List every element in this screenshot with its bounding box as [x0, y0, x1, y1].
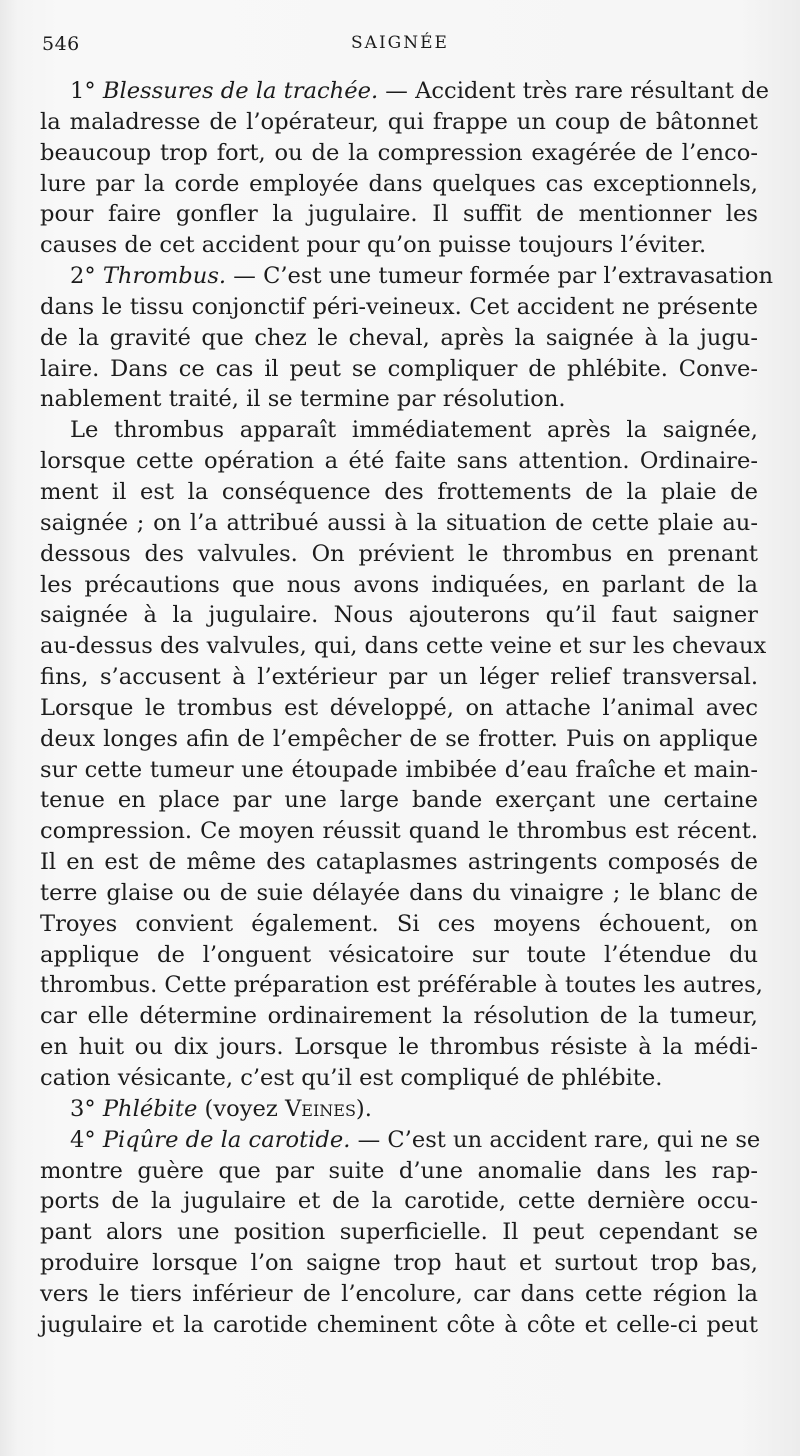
text-line — [40, 477, 758, 508]
text-line — [40, 446, 758, 477]
paragraph — [40, 1094, 758, 1125]
text-run: ment il est la conséquence des frottements de la plaie de — [40, 478, 758, 505]
text-line — [40, 1156, 758, 1187]
text-line — [40, 631, 767, 662]
text-run: 3° — [70, 1095, 103, 1122]
text-run: thrombus. Cette préparation est préférable à toutes les autres, — [40, 972, 763, 999]
text-run: laire. Dans ce cas il peut se compliquer de phlébite. Conve- — [40, 355, 758, 382]
running-title: SAIGNÉE — [351, 33, 449, 53]
text-run: — C’est un accident rare, qui ne se — [350, 1126, 761, 1153]
text-line — [40, 107, 758, 138]
text-line — [40, 693, 758, 724]
text-run: pant alors une position superficielle. Il peut cependant se — [40, 1219, 758, 1246]
text-line — [40, 970, 763, 1001]
text-run: 1° — [70, 78, 103, 104]
text-line — [40, 415, 758, 446]
text-line — [40, 785, 758, 816]
text-line — [40, 261, 774, 292]
text-run: ). — [355, 1095, 372, 1122]
text-run: sur cette tumeur une étoupade imbibée d’eau fraîche et main- — [40, 756, 758, 783]
text-line — [40, 539, 758, 570]
text-run: beaucoup trop fort, ou de la compression exagérée de l’enco- — [40, 139, 758, 166]
text-line — [40, 354, 758, 385]
paragraph — [40, 415, 767, 1094]
text-line — [40, 1001, 758, 1032]
text-line — [40, 600, 758, 631]
text-line — [40, 199, 758, 230]
text-run: tenue en place par une large bande exerçant une certaine — [40, 787, 758, 814]
text-line — [40, 169, 758, 200]
page-number: 546 — [42, 33, 80, 55]
text-line — [40, 724, 758, 755]
text-run: Piqûre de la carotide. — [102, 1126, 351, 1153]
text-run: la maladresse de l’opérateur, qui frappe un coup de bâtonnet — [40, 108, 758, 135]
text-run: 2° — [70, 263, 103, 290]
text-line — [40, 878, 758, 909]
text-run: dans le tissu conjonctif péri-veineux. Cet accident ne présente — [40, 293, 758, 320]
text-run: Troyes convient également. Si ces moyens échouent, on — [40, 910, 758, 937]
text-run: les précautions que nous avons indiquées, en parlant de la — [40, 571, 758, 598]
text-run: Il en est de même des cataplasmes astringents composés de — [40, 849, 758, 876]
text-line — [40, 76, 769, 107]
text-run: produire lorsque l’on saigne trop haut et surtout trop bas, — [40, 1250, 758, 1277]
text-run: car elle détermine ordinairement la résolution de la tumeur, — [40, 1003, 758, 1030]
text-line — [40, 230, 758, 261]
text-run: deux longes afin de l’empêcher de se frotter. Puis on applique — [40, 725, 758, 752]
text-run: saignée à la jugulaire. Nous ajouterons qu’il faut saigner — [40, 602, 758, 629]
text-run: vers le tiers inférieur de l’encolure, car dans cette région la — [40, 1280, 758, 1307]
text-run: lorsque cette opération a été faite sans attention. Ordinaire- — [40, 448, 758, 475]
text-run: jugulaire et la carotide cheminent côte à côte et celle-ci peut — [40, 1311, 758, 1338]
text-line — [40, 1063, 758, 1094]
text-line — [40, 1217, 758, 1248]
text-line — [40, 384, 758, 415]
text-run: en huit ou dix jours. Lorsque le thrombus résiste à la médi- — [40, 1034, 758, 1061]
text-line — [40, 847, 758, 878]
text-line — [40, 138, 758, 169]
text-line — [40, 1094, 758, 1125]
text-run: Blessures de la trachée. — [102, 78, 379, 104]
text-run: 4° — [70, 1126, 103, 1153]
text-line — [40, 909, 758, 940]
text-run: causes de cet accident pour qu’on puisse toujours l’éviter. — [40, 232, 707, 259]
text-line — [40, 1032, 758, 1063]
text-run: au-dessus des valvules, qui, dans cette veine et sur les chevaux — [40, 633, 767, 660]
text-run: Veines — [284, 1095, 356, 1122]
text-run: nablement traité, il se termine par résolution. — [40, 386, 566, 413]
text-line — [40, 1248, 758, 1279]
text-run: dessous des valvules. On prévient le thrombus en prenant — [40, 540, 758, 567]
paragraph — [40, 76, 769, 261]
text-run: — C’est une tumeur formée par l’extravasation — [226, 263, 774, 290]
text-line — [40, 816, 758, 847]
paragraph — [40, 1125, 761, 1341]
text-line — [40, 1125, 761, 1156]
text-run: ports de la jugulaire et de la carotide, cette dernière occu- — [40, 1188, 758, 1215]
text-line — [40, 1279, 758, 1310]
text-run: lure par la corde employée dans quelques cas exceptionnels, — [40, 170, 758, 197]
text-line — [40, 323, 758, 354]
text-line — [40, 662, 758, 693]
text-run: Phlébite — [102, 1095, 198, 1122]
text-run: applique de l’onguent vésicatoire sur toute l’étendue du — [40, 941, 758, 968]
text-line — [40, 570, 758, 601]
text-run: de la gravité que chez le cheval, après la saignée à la jugu- — [40, 324, 758, 351]
paragraph — [40, 261, 774, 415]
text-line — [40, 1310, 758, 1341]
text-run: Thrombus. — [102, 263, 227, 290]
text-run: compression. Ce moyen réussit quand le thrombus est récent. — [40, 818, 758, 845]
text-run: cation vésicante, c’est qu’il est compliqué de phlébite. — [40, 1065, 663, 1091]
text-line — [40, 1186, 758, 1217]
text-run: terre glaise ou de suie délayée dans du vinaigre ; le blanc de — [40, 879, 758, 906]
text-line — [40, 755, 758, 786]
text-line — [40, 940, 758, 971]
text-line — [40, 508, 758, 539]
text-run: Lorsque le trombus est développé, on attache l’animal avec — [40, 694, 758, 721]
body-text — [40, 76, 774, 1341]
text-run: montre guère que par suite d’une anomalie dans les rap- — [40, 1157, 758, 1184]
text-run: (voyez — [197, 1095, 285, 1122]
text-run: — Accident très rare résultant de — [378, 78, 769, 104]
text-run: fins, s’accusent à l’extérieur par un léger relief transversal. — [40, 664, 758, 691]
text-run: Le thrombus apparaît immédiatement après la saignée, — [70, 417, 758, 444]
text-run: pour faire gonfler la jugulaire. Il suffit de mentionner les — [40, 201, 758, 228]
text-line — [40, 292, 758, 323]
text-run: saignée ; on l’a attribué aussi à la situation de cette plaie au- — [40, 509, 758, 536]
